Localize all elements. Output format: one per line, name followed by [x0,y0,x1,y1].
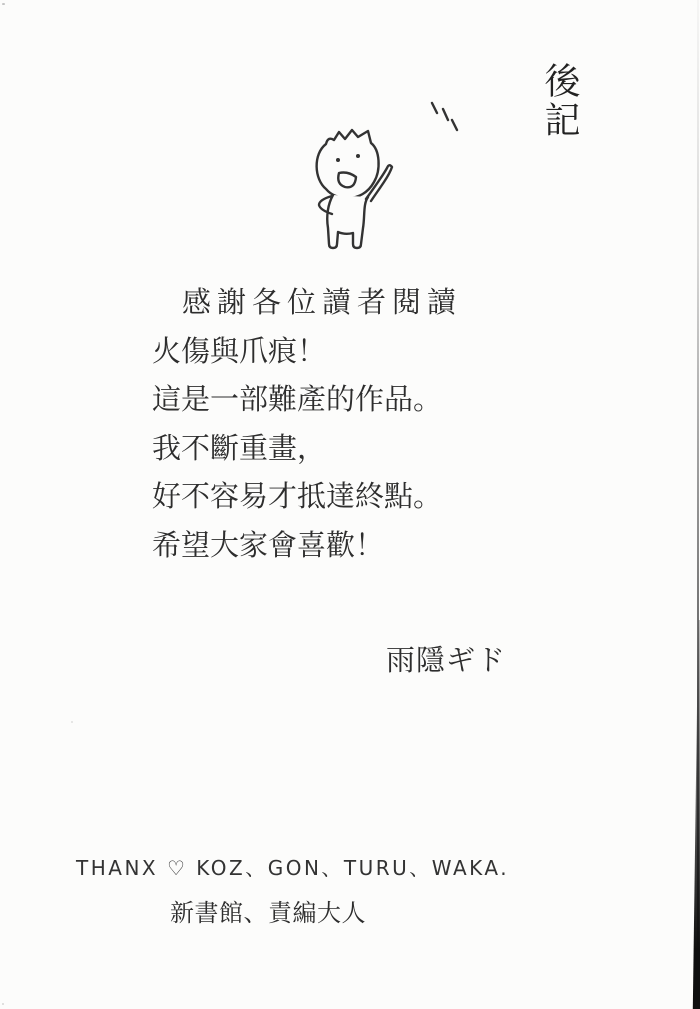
afterword-line: 感謝各位讀者閱讀 [182,285,463,319]
author-signature: 雨隱ギド [386,643,507,677]
thanks-line-publisher: 新書館、責編大人 [170,899,366,927]
afterword-line: 我不斷重畫， [152,430,327,465]
afterword-line: 這是一部難產的作品。 [152,382,443,416]
character-mouth [338,173,356,188]
page-title-afterword: 後記 [539,62,580,140]
character-body [327,195,368,248]
scan-speck [71,721,73,723]
afterword-line: 希望大家會喜歡！ [152,527,385,562]
sparkle-dashes-icon [432,103,457,130]
afterword-text [152,278,552,569]
afterword-line: 火傷與爪痕！ [152,333,327,368]
thanks-line-latin: THANX ♡ KOZ、GON、TURU、WAKA. [76,856,510,880]
scan-speck [2,1003,4,1005]
waving-character-doodle [298,92,460,268]
afterword-line: 好不容易才抵達終點。 [152,479,443,513]
scan-speck [2,3,5,5]
scan-edge-shadow-dark [691,620,700,1009]
